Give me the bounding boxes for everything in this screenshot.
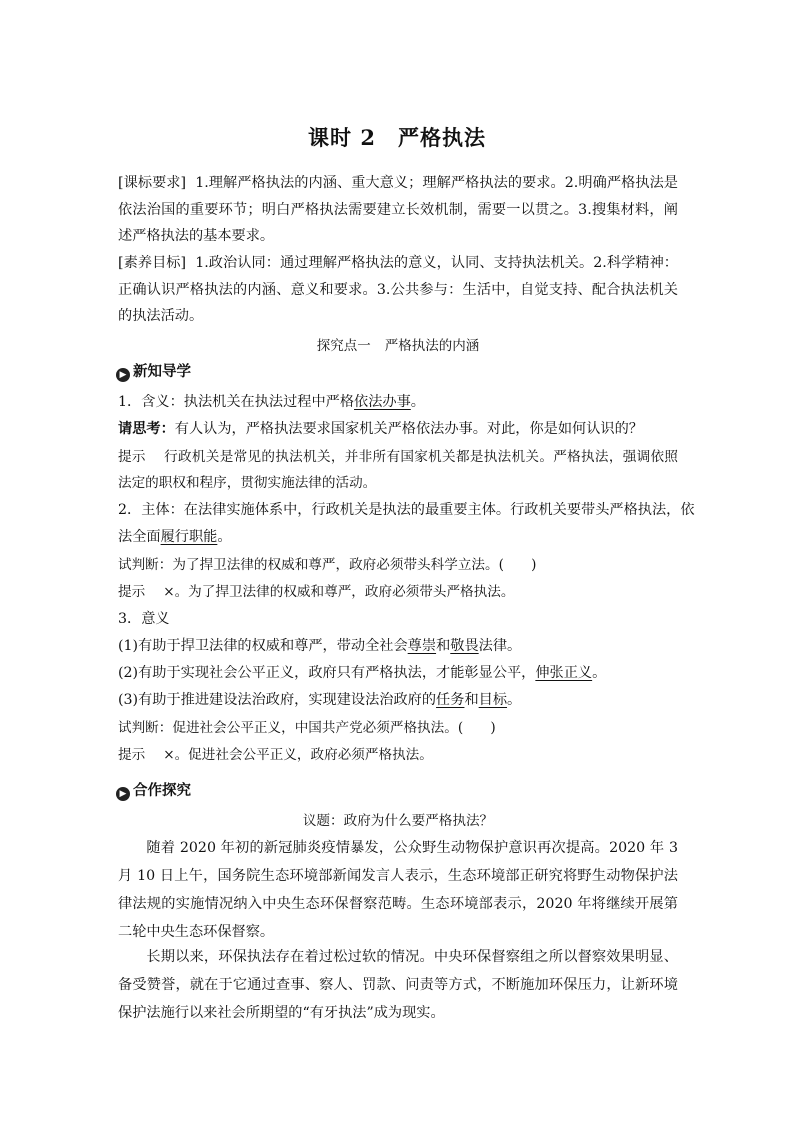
subject-line2-suffix: 。 — [217, 529, 232, 545]
new-knowledge-heading — [116, 362, 191, 382]
meaning-3-keyword-b: 目标 — [478, 692, 508, 708]
meaning-3-prefix: (3)有助于推进建设法治政府，实现建设法治政府的 — [118, 692, 437, 708]
judge-question-2 — [118, 718, 680, 738]
lesson-topic: 严格执法 — [397, 125, 486, 150]
subject-line2-prefix: 法全面 — [118, 529, 161, 545]
meaning-3-mid: 和 — [464, 692, 479, 708]
hint-text: ×。促进社会公平正义，政府必须严格执法。 — [163, 747, 433, 763]
discussion-topic — [118, 811, 678, 831]
meaning-3-suffix: 。 — [507, 692, 522, 708]
hint-text: ×。为了捍卫法律的权威和尊严，政府必须带头严格执法。 — [163, 584, 515, 600]
literacy-text: 1.政治认同：通过理解严格执法的意义，认同、支持执法机关。2.科学精神：正确认识严格执法的内涵、意义和要求。3.公共参与：生活中，自觉支持、配合执法机关的执法活动。 — [118, 255, 678, 324]
meaning-1-keyword-a: 尊崇 — [407, 638, 437, 654]
subject-text: 2．主体：在法律实施体系中，行政机关是执法的最重要主体。行政机关要带头严格执法，依 — [118, 502, 695, 518]
meaning-1-prefix: (1)有助于捍卫法律的权威和尊严，带动全社会 — [118, 638, 408, 654]
subject-keyword: 履行职能 — [160, 529, 218, 545]
hint-label: 提示 — [118, 747, 146, 763]
subject-item-line2 — [118, 527, 680, 547]
lesson-number: 课时 2 — [308, 125, 376, 150]
meaning-2-keyword: 伸张正义 — [535, 665, 593, 681]
case-paragraph-1: 随着 2020 年初的新冠肺炎疫情暴发，公众野生动物保护意识再次提高。2020 年 3 月 10 日上午，国务院生态环境部新闻发言人表示，生态环境部正研究将野生动物保护法律法规的实施情况纳入中央生态环保督察范畴。生态环境部表示，2020 年将继续开展第二轮中央生态环保督察。 — [118, 840, 678, 940]
hint-3 — [118, 745, 680, 765]
circle-arrow-icon: ▶ — [116, 787, 130, 801]
circle-arrow-icon: ▶ — [116, 368, 130, 382]
definition-prefix: 1．含义：执法机关在执法过程中严格 — [118, 394, 355, 410]
judge-label: 试判断： — [118, 720, 173, 736]
meaning-3-keyword-a: 任务 — [436, 692, 465, 708]
cooperate-label: 合作探究 — [133, 783, 191, 799]
section-heading — [118, 336, 678, 356]
think-text: 有人认为，严格执法要求国家机关严格依法办事。对此，你是如何认识的？ — [174, 421, 643, 437]
judge-label: 试判断： — [118, 557, 173, 573]
section-title: 严格执法的内涵 — [384, 338, 480, 354]
judge-text: 促进社会公平正义，中国共产党必须严格执法。( ) — [172, 720, 496, 736]
literacy-label: [素养目标] — [118, 255, 187, 271]
meaning-item-3 — [118, 690, 680, 710]
meaning-item-1 — [118, 636, 680, 656]
literacy-goals — [118, 250, 678, 330]
meaning-2-suffix: 。 — [592, 665, 607, 681]
hint-text: 行政机关是常见的执法机关，并非所有国家机关都是执法机关。严格执法，强调依照法定的职权和程序，贯彻实施法律的活动。 — [118, 449, 678, 491]
requirements-label: [课标要求] — [118, 175, 187, 191]
meaning-1-mid: 和 — [436, 638, 451, 654]
hint-2 — [118, 582, 680, 602]
case-paragraph-2: 长期以来，环保执法存在着过松过软的情况。中央环保督察组之所以督察效果明显、备受赞誉，就在于它通过查事、察人、罚款、问责等方式，不断施加环保压力，让新环境保护法施行以来社会所期望的“有牙执法”成为现实。 — [118, 949, 678, 1021]
definition-item — [118, 392, 680, 412]
cooperate-heading — [116, 781, 191, 801]
section-label: 探究点一 — [316, 338, 371, 354]
hint-1 — [118, 444, 678, 496]
judge-question-1 — [118, 555, 680, 575]
hint-label: 提示 — [118, 449, 146, 465]
judge-text: 为了捍卫法律的权威和尊严，政府必须带头科学立法。( ) — [172, 557, 537, 573]
think-question — [118, 419, 680, 439]
page-title — [0, 122, 794, 152]
meaning-heading-text: 3．意义 — [118, 611, 170, 627]
topic-text: 议题：政府为什么要严格执法？ — [302, 813, 494, 829]
meaning-item-2 — [118, 663, 680, 683]
definition-keyword: 依法办事 — [354, 394, 411, 410]
hint-label: 提示 — [118, 584, 146, 600]
think-label: 请思考： — [118, 421, 175, 437]
curriculum-requirements — [118, 170, 678, 250]
subject-item-line1 — [118, 500, 695, 520]
meaning-1-keyword-b: 敬畏 — [450, 638, 479, 654]
meaning-2-prefix: (2)有助于实现社会公平正义，政府只有严格执法，才能彰显公平， — [118, 665, 536, 681]
definition-suffix: 。 — [410, 394, 425, 410]
requirements-text: 1.理解严格执法的内涵、重大意义；理解严格执法的要求。2.明确严格执法是依法治国的重要环节；明白严格执法需要建立长效机制，需要一以贯之。3.搜集材料，阐述严格执法的基本要求。 — [118, 175, 678, 244]
meaning-1-suffix: 法律。 — [478, 638, 522, 654]
new-knowledge-label: 新知导学 — [133, 364, 191, 380]
meaning-heading — [118, 609, 680, 629]
